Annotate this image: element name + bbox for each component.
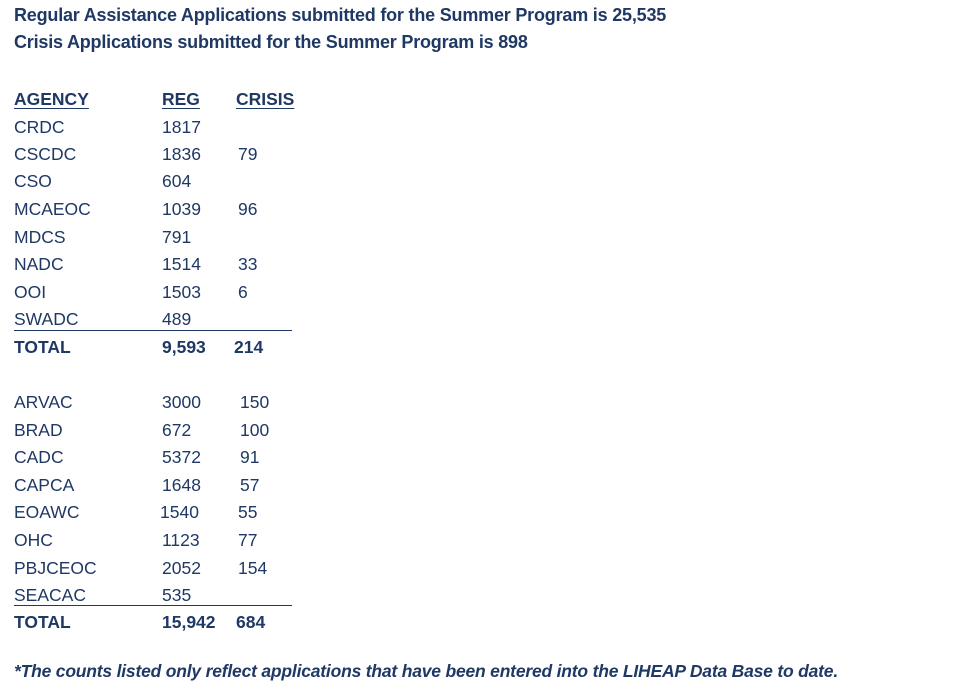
agency-cell: CADC: [14, 447, 64, 467]
total-crisis: 684: [236, 612, 266, 632]
reg-cell: 1836: [162, 144, 201, 164]
reg-cell: 1540: [160, 502, 199, 522]
reg-cell: 3000: [162, 392, 201, 412]
header-crisis: CRISIS: [236, 89, 295, 109]
agency-cell: ARVAC: [14, 392, 73, 412]
agency-cell: MDCS: [14, 227, 66, 247]
total-crisis: 214: [234, 337, 264, 357]
crisis-cell: 150: [240, 392, 270, 412]
total-label: TOTAL: [14, 337, 71, 357]
reg-cell: 1514: [162, 254, 201, 274]
reg-cell: 604: [162, 171, 192, 191]
footnote: *The counts listed only reflect applications that have been entered into the LIHEAP Data Base to date.: [14, 661, 838, 681]
crisis-cell: 100: [240, 420, 270, 440]
agency-cell: PBJCEOC: [14, 558, 97, 578]
reg-cell: 1817: [162, 117, 201, 137]
header-reg: REG: [162, 89, 200, 109]
crisis-cell: 6: [238, 282, 248, 302]
reg-cell: 1123: [162, 530, 200, 550]
agency-cell: OHC: [14, 530, 53, 550]
reg-cell: 1503: [162, 282, 201, 302]
crisis-cell: 77: [238, 530, 258, 550]
reg-cell: 1648: [162, 475, 201, 495]
reg-cell: 791: [162, 227, 192, 247]
reg-cell: 535: [162, 585, 192, 605]
total-label: TOTAL: [14, 612, 71, 632]
reg-cell: 489: [162, 309, 192, 329]
agency-cell: CSCDC: [14, 144, 77, 164]
crisis-cell: 33: [238, 254, 258, 274]
total-reg: 15,942: [162, 612, 216, 632]
crisis-cell: 96: [238, 199, 258, 219]
reg-cell: 672: [162, 420, 192, 440]
crisis-cell: 154: [238, 558, 268, 578]
agency-cell: SWADC: [14, 309, 79, 329]
agency-cell: NADC: [14, 254, 64, 274]
total-divider-line: [14, 330, 292, 331]
agency-cell: MCAEOC: [14, 199, 91, 219]
agency-cell: CAPCA: [14, 475, 75, 495]
headline-crisis-applications: Crisis Applications submitted for the Summer Program is 898: [14, 32, 528, 52]
total-divider-line: [14, 605, 292, 606]
crisis-cell: 91: [240, 447, 260, 467]
agency-cell: CSO: [14, 171, 52, 191]
crisis-cell: 79: [238, 144, 258, 164]
reg-cell: 5372: [162, 447, 201, 467]
agency-cell: OOI: [14, 282, 47, 302]
reg-cell: 1039: [162, 199, 201, 219]
agency-cell: SEACAC: [14, 585, 86, 605]
crisis-cell: 55: [238, 502, 258, 522]
agency-cell: BRAD: [14, 420, 63, 440]
header-agency: AGENCY: [14, 89, 89, 109]
total-reg: 9,593: [162, 337, 206, 357]
agency-cell: CRDC: [14, 117, 65, 137]
reg-cell: 2052: [162, 558, 201, 578]
headline-regular-applications: Regular Assistance Applications submitted for the Summer Program is 25,535: [14, 5, 667, 25]
agency-cell: EOAWC: [14, 502, 80, 522]
crisis-cell: 57: [240, 475, 260, 495]
